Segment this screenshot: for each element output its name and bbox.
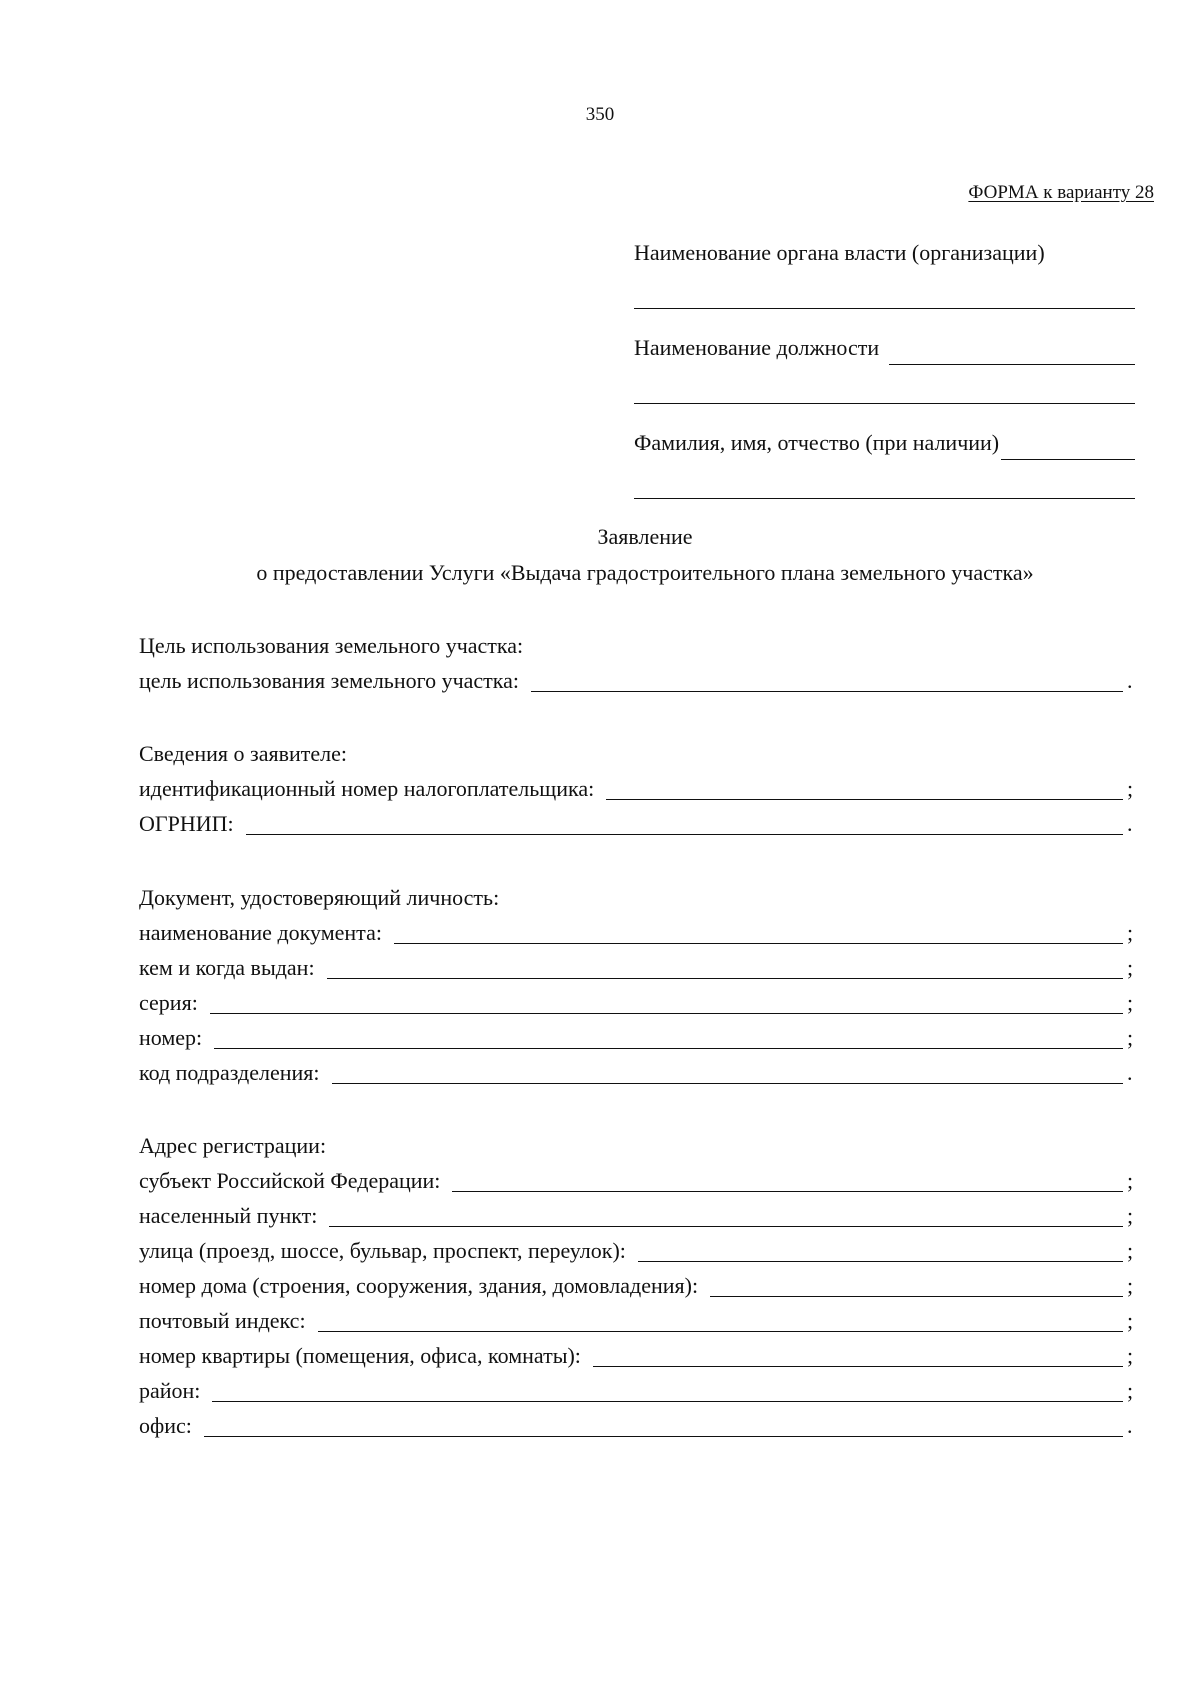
section-heading: Цель использования земельного участка: bbox=[139, 633, 524, 658]
field-punctuation: ; bbox=[1127, 1203, 1134, 1228]
field-label: номер дома (строения, сооружения, здания, домовладения): bbox=[139, 1273, 699, 1298]
position-field[interactable] bbox=[889, 338, 1135, 365]
authority-label: Наименование органа власти (организации) bbox=[634, 240, 1045, 265]
field-label: ОГРНИП: bbox=[139, 811, 234, 836]
fullname-row bbox=[634, 426, 1135, 460]
field-row-issued-by bbox=[139, 950, 1139, 985]
field-label: почтовый индекс: bbox=[139, 1308, 306, 1333]
field-punctuation: . bbox=[1127, 1060, 1133, 1085]
document-title: Заявление bbox=[597, 524, 693, 549]
purpose-input[interactable] bbox=[531, 665, 1123, 692]
field-punctuation: ; bbox=[1127, 1025, 1134, 1050]
document-subtitle: о предоставлении Услуги «Выдача градостроительного плана земельного участка» bbox=[256, 560, 1034, 585]
form-reference: ФОРМА к варианту 28 bbox=[968, 182, 1154, 203]
field-row-region bbox=[139, 1163, 1139, 1198]
addressee-block bbox=[634, 236, 1135, 499]
field-punctuation: ; bbox=[1127, 776, 1134, 801]
fullname-field[interactable] bbox=[1001, 433, 1135, 460]
series-input[interactable] bbox=[210, 987, 1123, 1014]
office-input[interactable] bbox=[204, 1410, 1123, 1437]
field-label: район: bbox=[139, 1378, 201, 1403]
position-field-continued[interactable] bbox=[634, 365, 1135, 404]
field-label: серия: bbox=[139, 990, 198, 1015]
field-label: населенный пункт: bbox=[139, 1203, 318, 1228]
doc-name-input[interactable] bbox=[394, 917, 1123, 944]
field-row-house bbox=[139, 1268, 1139, 1303]
field-label: идентификационный номер налогоплательщика: bbox=[139, 776, 595, 801]
field-row-purpose bbox=[139, 663, 1139, 698]
street-input[interactable] bbox=[638, 1235, 1123, 1262]
ogrnip-input[interactable] bbox=[246, 808, 1123, 835]
field-label: улица (проезд, шоссе, бульвар, проспект, переулок): bbox=[139, 1238, 626, 1263]
division-code-input[interactable] bbox=[332, 1057, 1123, 1084]
issued-by-input[interactable] bbox=[327, 952, 1123, 979]
field-label: номер: bbox=[139, 1025, 203, 1050]
purpose-section bbox=[139, 628, 1139, 698]
field-label: субъект Российской Федерации: bbox=[139, 1168, 441, 1193]
field-punctuation: ; bbox=[1127, 1168, 1134, 1193]
fullname-field-continued[interactable] bbox=[634, 460, 1135, 499]
field-punctuation: . bbox=[1127, 811, 1133, 836]
applicant-section bbox=[139, 736, 1139, 841]
field-row-postal-code bbox=[139, 1303, 1139, 1338]
field-label: офис: bbox=[139, 1413, 192, 1438]
field-label: наименование документа: bbox=[139, 920, 382, 945]
field-row-office bbox=[139, 1408, 1139, 1443]
number-input[interactable] bbox=[214, 1022, 1123, 1049]
field-row-number bbox=[139, 1020, 1139, 1055]
page-number: 350 bbox=[585, 104, 615, 125]
fullname-label: Фамилия, имя, отчество (при наличии) bbox=[634, 430, 1000, 455]
field-punctuation: ; bbox=[1127, 1378, 1134, 1403]
field-label: кем и когда выдан: bbox=[139, 955, 315, 980]
inn-input[interactable] bbox=[606, 773, 1123, 800]
field-row-division-code bbox=[139, 1055, 1139, 1090]
field-punctuation: ; bbox=[1127, 955, 1134, 980]
field-punctuation: ; bbox=[1127, 1343, 1134, 1368]
field-row-locality bbox=[139, 1198, 1139, 1233]
field-row-district bbox=[139, 1373, 1139, 1408]
locality-input[interactable] bbox=[329, 1200, 1123, 1227]
field-punctuation: ; bbox=[1127, 990, 1134, 1015]
field-row-doc-name bbox=[139, 915, 1139, 950]
field-row-ogrnip bbox=[139, 806, 1139, 841]
field-label: номер квартиры (помещения, офиса, комнаты): bbox=[139, 1343, 581, 1368]
region-input[interactable] bbox=[452, 1165, 1123, 1192]
postal-code-input[interactable] bbox=[318, 1305, 1123, 1332]
identity-section bbox=[139, 880, 1139, 1090]
address-section bbox=[139, 1128, 1139, 1443]
field-row-apartment bbox=[139, 1338, 1139, 1373]
field-punctuation: ; bbox=[1127, 1238, 1134, 1263]
field-punctuation: ; bbox=[1127, 1273, 1134, 1298]
field-label: код подразделения: bbox=[139, 1060, 320, 1085]
district-input[interactable] bbox=[212, 1375, 1123, 1402]
apartment-input[interactable] bbox=[593, 1340, 1123, 1367]
section-heading: Адрес регистрации: bbox=[139, 1133, 327, 1158]
position-row bbox=[634, 331, 1135, 365]
field-row-street bbox=[139, 1233, 1139, 1268]
field-label: цель использования земельного участка: bbox=[139, 668, 520, 693]
authority-field[interactable] bbox=[634, 270, 1135, 309]
field-punctuation: ; bbox=[1127, 920, 1134, 945]
field-punctuation: . bbox=[1127, 1413, 1133, 1438]
field-row-inn bbox=[139, 771, 1139, 806]
house-input[interactable] bbox=[710, 1270, 1123, 1297]
section-heading: Документ, удостоверяющий личность: bbox=[139, 885, 500, 910]
position-label: Наименование должности bbox=[634, 335, 880, 360]
field-punctuation: ; bbox=[1127, 1308, 1134, 1333]
section-heading: Сведения о заявителе: bbox=[139, 741, 348, 766]
field-row-series bbox=[139, 985, 1139, 1020]
field-punctuation: . bbox=[1127, 668, 1133, 693]
